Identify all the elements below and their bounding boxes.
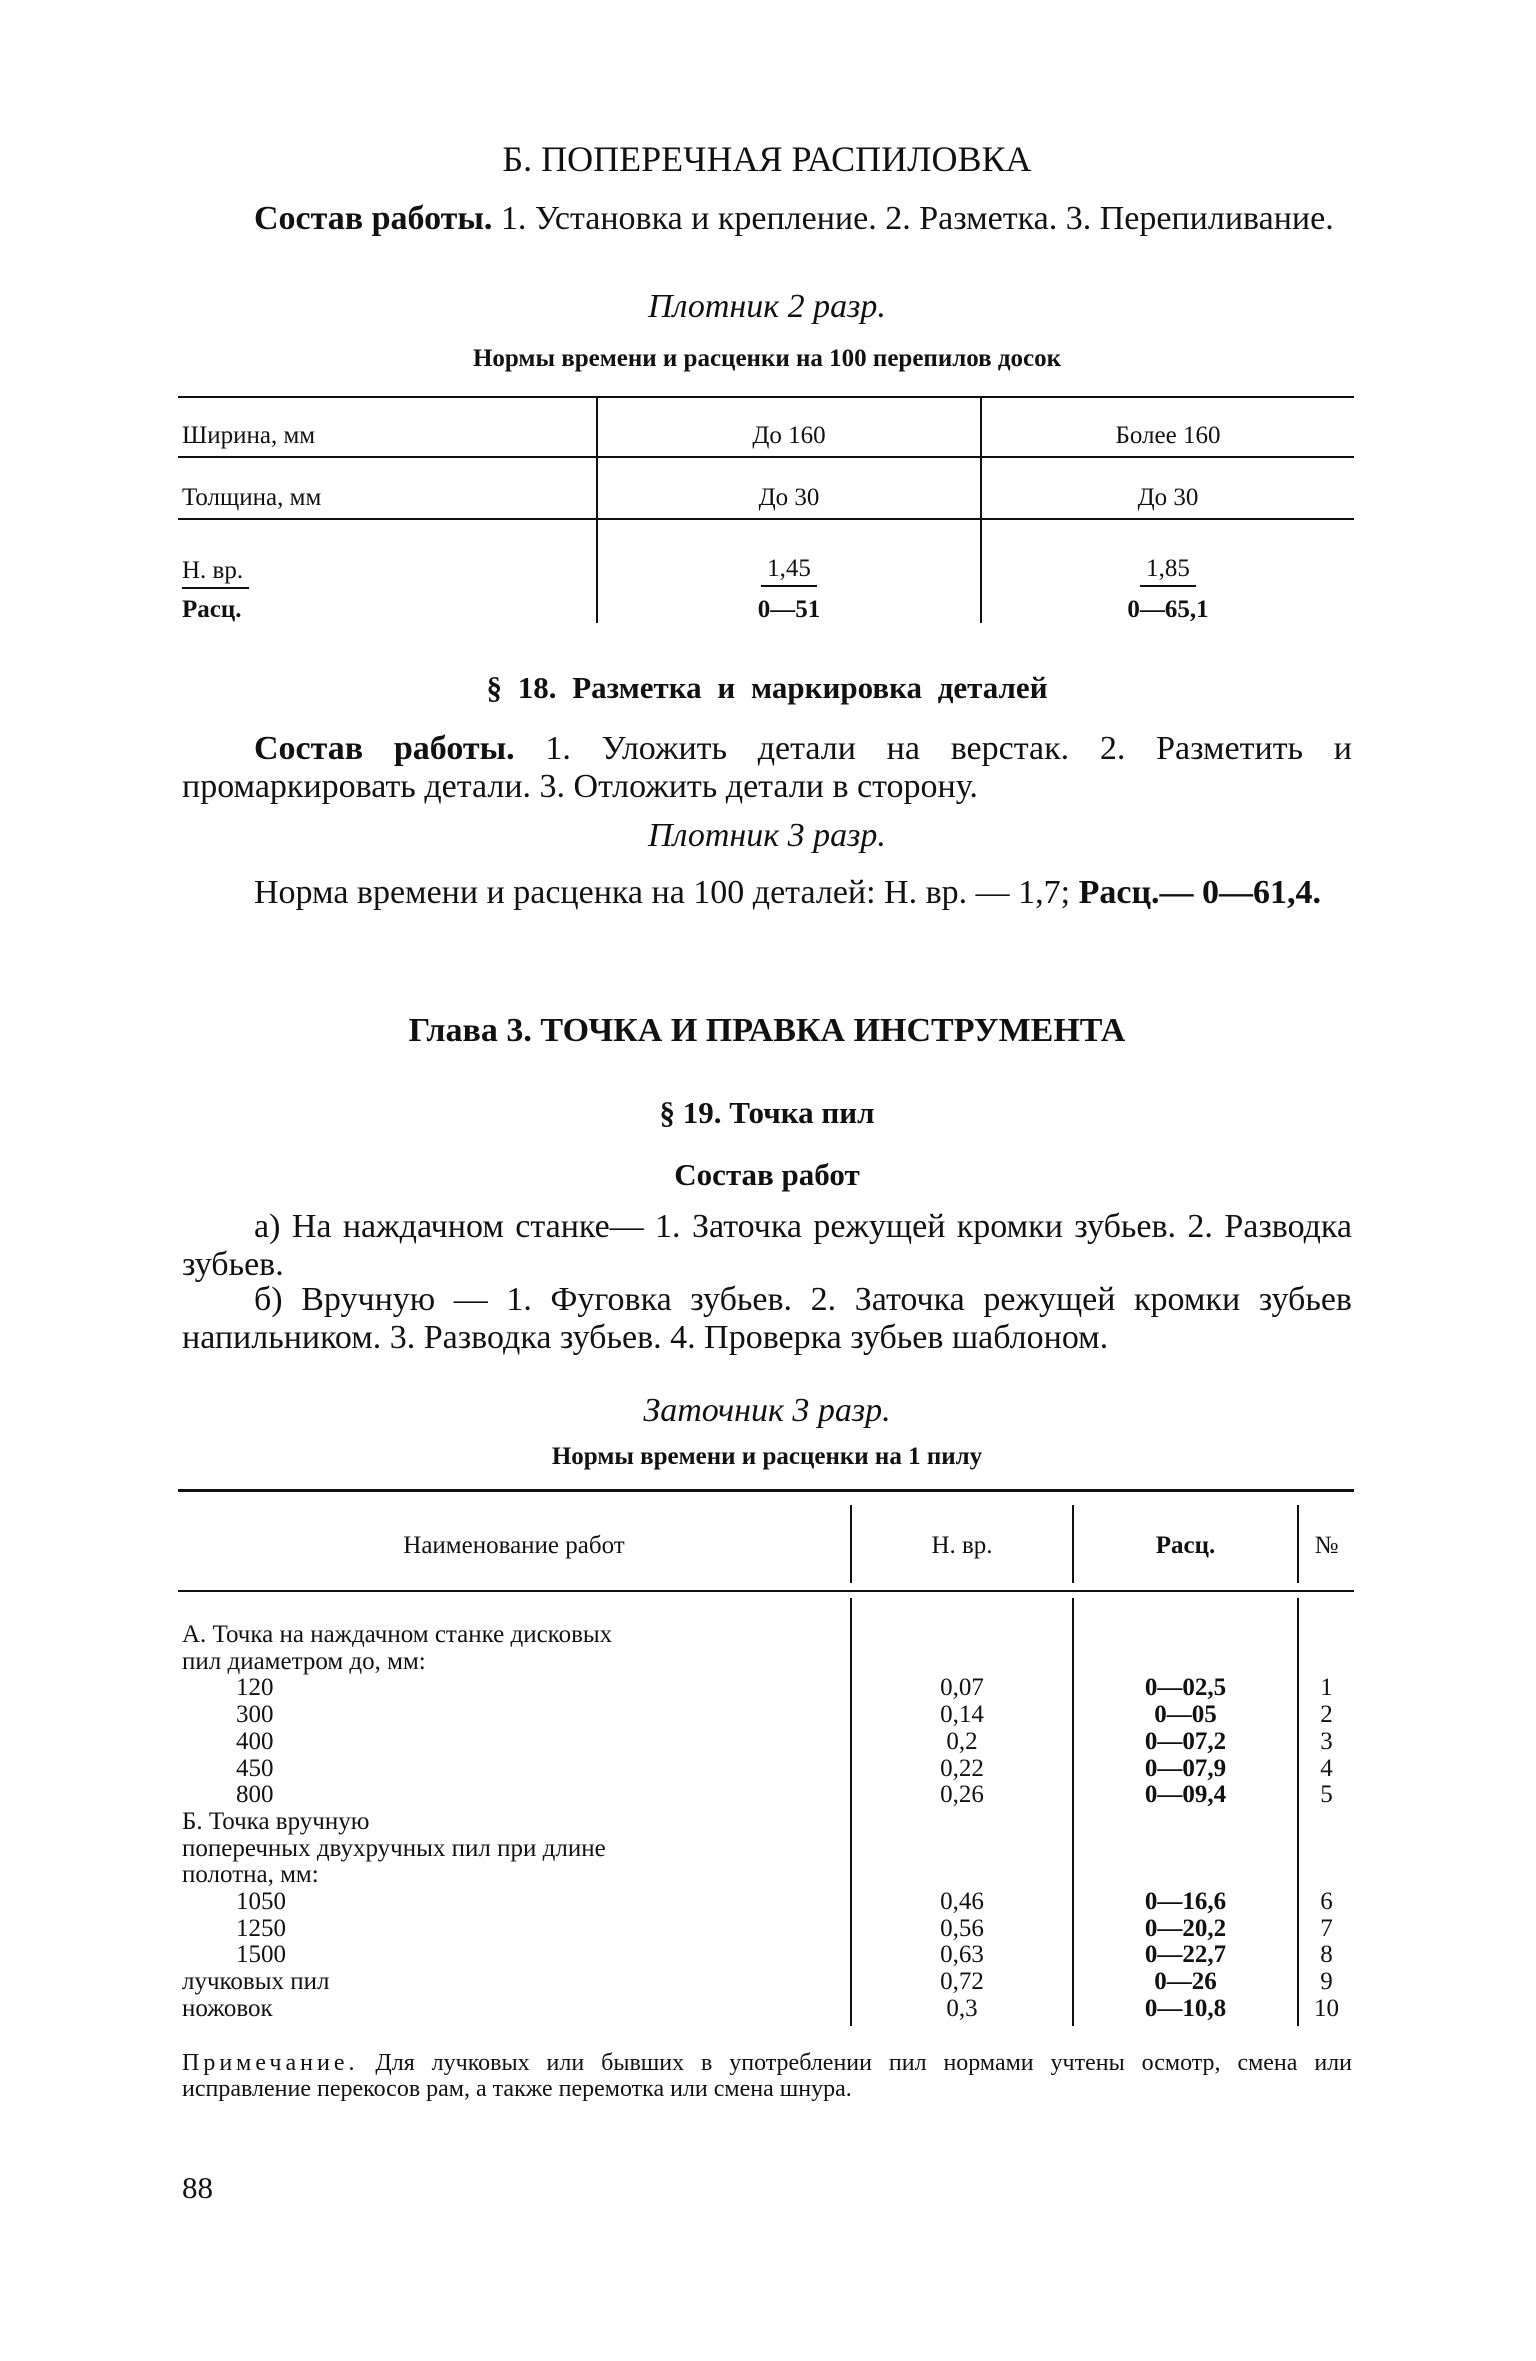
cell-rate: 0—07,2 [1144, 1728, 1227, 1755]
time-col2: 1,85 [1140, 555, 1196, 587]
cell-rate: 0—05 [1154, 1701, 1217, 1728]
section-18-norm [182, 874, 1352, 912]
table-rule [178, 1489, 1354, 1492]
cell-time: 0,2 [946, 1728, 978, 1755]
cell-time: 0,56 [940, 1915, 984, 1942]
table-rule [178, 456, 1354, 458]
width-col1: До 160 [752, 422, 826, 449]
table-rule [178, 518, 1354, 520]
thickness-col2: До 30 [1137, 484, 1199, 511]
norm-rate: Расц.— 0—61,4. [1078, 874, 1322, 911]
cell-time: 0,46 [940, 1888, 984, 1915]
cell-time: 0,63 [940, 1941, 984, 1968]
cell-time: 0,07 [940, 1674, 984, 1701]
section-19-heading: § 19. Точка пил [659, 1095, 875, 1130]
cell-num: 5 [1320, 1781, 1333, 1808]
header-rate: Расц. [1155, 1532, 1216, 1559]
cell-rate: 0—20,2 [1144, 1915, 1227, 1942]
norm-text: Норма времени и расценка на 100 деталей: Н. вр. — 1,7; [254, 874, 1079, 911]
composition-label: Состав работы. [254, 200, 493, 237]
cell-name: 1500 [236, 1941, 286, 1968]
cell-name: 120 [236, 1674, 274, 1701]
cell-num: 3 [1320, 1728, 1333, 1755]
cell-time: 0,26 [940, 1781, 984, 1808]
cell-rate: 0—22,7 [1144, 1941, 1227, 1968]
section-19-table-caption: Нормы времени и расценки на 1 пилу [551, 1443, 983, 1470]
composition-text: 1. Уложить детали на верстак. 2. Разметить и промаркировать детали. 3. Отложить детали в сторону. [182, 730, 1352, 805]
chapter-name: ТОЧКА И ПРАВКА ИНСТРУМЕНТА [540, 1012, 1126, 1049]
cell-num: 4 [1320, 1755, 1333, 1782]
cell-rate: 0—26 [1154, 1968, 1217, 1995]
cell-time: 0,22 [940, 1755, 984, 1782]
cell-name: 400 [236, 1728, 274, 1755]
table-rule [178, 396, 1354, 398]
cell-rate: 0—16,6 [1144, 1888, 1227, 1915]
cell-rate: 0—02,5 [1144, 1674, 1227, 1701]
row-width-label: Ширина, мм [182, 422, 316, 449]
cell-name: полотна, мм: [182, 1861, 319, 1888]
thickness-col1: До 30 [758, 484, 820, 511]
cell-name: А. Точка на наждачном станке дисковых [182, 1621, 613, 1648]
cell-name: ножовок [182, 1995, 273, 2022]
cell-name: 1050 [236, 1888, 286, 1915]
cell-num: 10 [1314, 1995, 1339, 2022]
width-col2: Более 160 [1115, 422, 1221, 449]
section-19-item-a: а) На наждачном станке— 1. Заточка режущей кромки зубьев. 2. Разводка зубьев. [182, 1208, 1352, 1283]
cell-name: Б. Точка вручную [182, 1808, 370, 1835]
cell-name: поперечных двухручных пил при длине [182, 1835, 606, 1862]
section-b-table-caption: Нормы времени и расценки на 100 перепилов досок [472, 345, 1062, 372]
cell-rate: 0—10,8 [1144, 1995, 1227, 2022]
cell-name: лучковых пил [182, 1968, 330, 1995]
cell-num: 7 [1320, 1915, 1333, 1942]
row-thickness-label: Толщина, мм [182, 484, 322, 511]
cell-name: 800 [236, 1781, 274, 1808]
cell-rate: 0—09,4 [1144, 1781, 1227, 1808]
section-b-title: Б. ПОПЕРЕЧНАЯ РАСПИЛОВКА [502, 139, 1032, 179]
rate-col2: 0—65,1 [1127, 596, 1209, 623]
header-num: № [1314, 1532, 1339, 1559]
cell-name: 1250 [236, 1915, 286, 1942]
composition-label: Состав работы. [254, 730, 515, 767]
section-18-composition [182, 730, 1352, 806]
cell-num: 2 [1320, 1701, 1333, 1728]
table-rule [178, 1590, 1354, 1592]
header-name: Наименование работ [403, 1532, 625, 1559]
composition-text: 1. Установка и крепление. 2. Разметка. 3. Перепиливание. [492, 200, 1334, 237]
cell-rate: 0—07,9 [1144, 1755, 1227, 1782]
header-time: Н. вр. [931, 1532, 993, 1559]
cell-name: 300 [236, 1701, 274, 1728]
note-text: Для лучковых или бывших в употреблении пил нормами учтены осмотр, смена или исправление перекосов рам, а также перемотка или смена шнура. [182, 2050, 1352, 2102]
note-label: Примечание. [182, 2050, 359, 2076]
cell-num: 9 [1320, 1968, 1333, 1995]
cell-num: 6 [1320, 1888, 1333, 1915]
cell-time: 0,3 [946, 1995, 978, 2022]
cell-num: 1 [1320, 1674, 1333, 1701]
section-18-worker: Плотник 3 разр. [648, 817, 886, 854]
chapter-title [182, 1012, 1352, 1050]
cell-time: 0,14 [940, 1701, 984, 1728]
time-col1: 1,45 [761, 555, 817, 587]
cell-num: 8 [1320, 1941, 1333, 1968]
section-19-worker: Заточник 3 разр. [643, 1392, 891, 1429]
cell-name: пил диаметром до, мм: [182, 1648, 426, 1675]
section-19-subheading: Состав работ [674, 1157, 860, 1192]
section-b-composition [182, 200, 1352, 238]
row-rate-label: Расц. [182, 596, 242, 623]
section-19-item-b: б) Вручную — 1. Фуговка зубьев. 2. Заточка режущей кромки зубьев напильником. 3. Разводка зубьев. 4. Проверка зубьев шаблоном. [182, 1281, 1352, 1356]
row-time-label: Н. вр. [182, 557, 249, 589]
table-note [182, 2050, 1352, 2102]
cell-time: 0,72 [940, 1968, 984, 1995]
chapter-prefix: Глава 3. [408, 1012, 532, 1049]
page-number: 88 [182, 2170, 213, 2205]
section-18-heading: § 18. Разметка и маркировка деталей [486, 670, 1048, 705]
section-b-worker: Плотник 2 разр. [648, 288, 886, 325]
rate-col1: 0—51 [757, 596, 821, 623]
cell-name: 450 [236, 1755, 274, 1782]
